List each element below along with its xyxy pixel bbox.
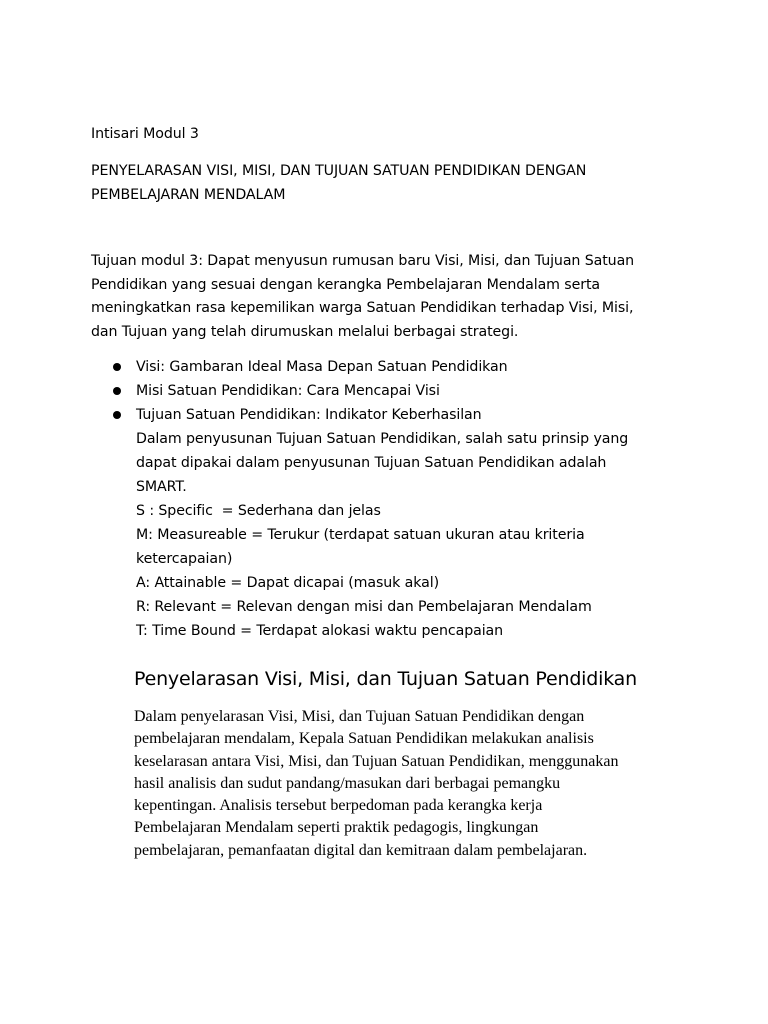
smart-line: A: Attainable = Dapat dicapai (masuk akal) xyxy=(136,575,440,591)
bullet-text: Visi: Gambaran Ideal Masa Depan Satuan Pendidikan xyxy=(136,359,508,375)
smart-line: Dalam penyusunan Tujuan Satuan Pendidikan, salah satu prinsip yang xyxy=(136,431,629,447)
objective-line: Pendidikan yang sesuai dengan kerangka Pembelajaran Mendalam serta xyxy=(91,276,601,293)
bullet-list xyxy=(91,355,711,427)
body-line: keselarasan antara Visi, Misi, dan Tujuan Satuan Pendidikan, menggunakan xyxy=(134,752,619,770)
smart-line: ketercapaian) xyxy=(136,551,233,567)
bullet-icon xyxy=(113,387,121,395)
smart-line: dapat dipakai dalam penyusunan Tujuan Satuan Pendidikan adalah xyxy=(136,455,607,471)
list-item xyxy=(91,355,711,379)
smart-line: T: Time Bound = Terdapat alokasi waktu pencapaian xyxy=(136,623,504,639)
bullet-icon xyxy=(113,363,121,371)
bullet-text: Tujuan Satuan Pendidikan: Indikator Keberhasilan xyxy=(136,407,482,423)
smart-line: S : Specific = Sederhana dan jelas xyxy=(136,503,381,519)
list-item xyxy=(91,403,711,427)
body-line: hasil analisis dan sudut pandang/masukan dari berbagai pemangku xyxy=(134,774,561,792)
smart-line: R: Relevant = Relevan dengan misi dan Pembelajaran Mendalam xyxy=(136,599,592,615)
title-line: PEMBELAJARAN MENDALAM xyxy=(91,187,286,203)
objective-line: dan Tujuan yang telah dirumuskan melalui berbagai strategi. xyxy=(91,323,519,340)
section-heading: Penyelarasan Visi, Misi, dan Tujuan Satuan Pendidikan xyxy=(134,668,637,690)
objective-line: Tujuan modul 3: Dapat menyusun rumusan baru Visi, Misi, dan Tujuan Satuan xyxy=(91,253,635,269)
smart-line: SMART. xyxy=(136,479,187,495)
module-label: Intisari Modul 3 xyxy=(91,126,199,142)
smart-line: M: Measureable = Terukur (terdapat satuan ukuran atau kriteria xyxy=(136,527,585,543)
body-line: Dalam penyelarasan Visi, Misi, dan Tujuan Satuan Pendidikan dengan xyxy=(134,708,585,725)
module-objective xyxy=(91,250,711,344)
body-line: pembelajaran mendalam, Kepala Satuan Pendidikan melakukan analisis xyxy=(134,730,594,748)
document-title xyxy=(91,159,691,207)
body-line: pembelajaran, pemanfaatan digital dan kemitraan dalam pembelajaran. xyxy=(134,841,588,859)
list-item xyxy=(91,379,711,403)
smart-principles xyxy=(136,427,696,643)
section-body xyxy=(134,706,694,862)
body-line: Pembelajaran Mendalam seperti praktik pedagogis, lingkungan xyxy=(134,819,539,837)
bullet-text: Misi Satuan Pendidikan: Cara Mencapai Visi xyxy=(136,383,440,399)
title-line: PENYELARASAN VISI, MISI, DAN TUJUAN SATUAN PENDIDIKAN DENGAN xyxy=(91,163,587,179)
body-line: kepentingan. Analisis tersebut berpedoman pada kerangka kerja xyxy=(134,797,543,815)
objective-line: meningkatkan rasa kepemilikan warga Satuan Pendidikan terhadap Visi, Misi, xyxy=(91,300,634,316)
bullet-icon xyxy=(113,411,121,419)
